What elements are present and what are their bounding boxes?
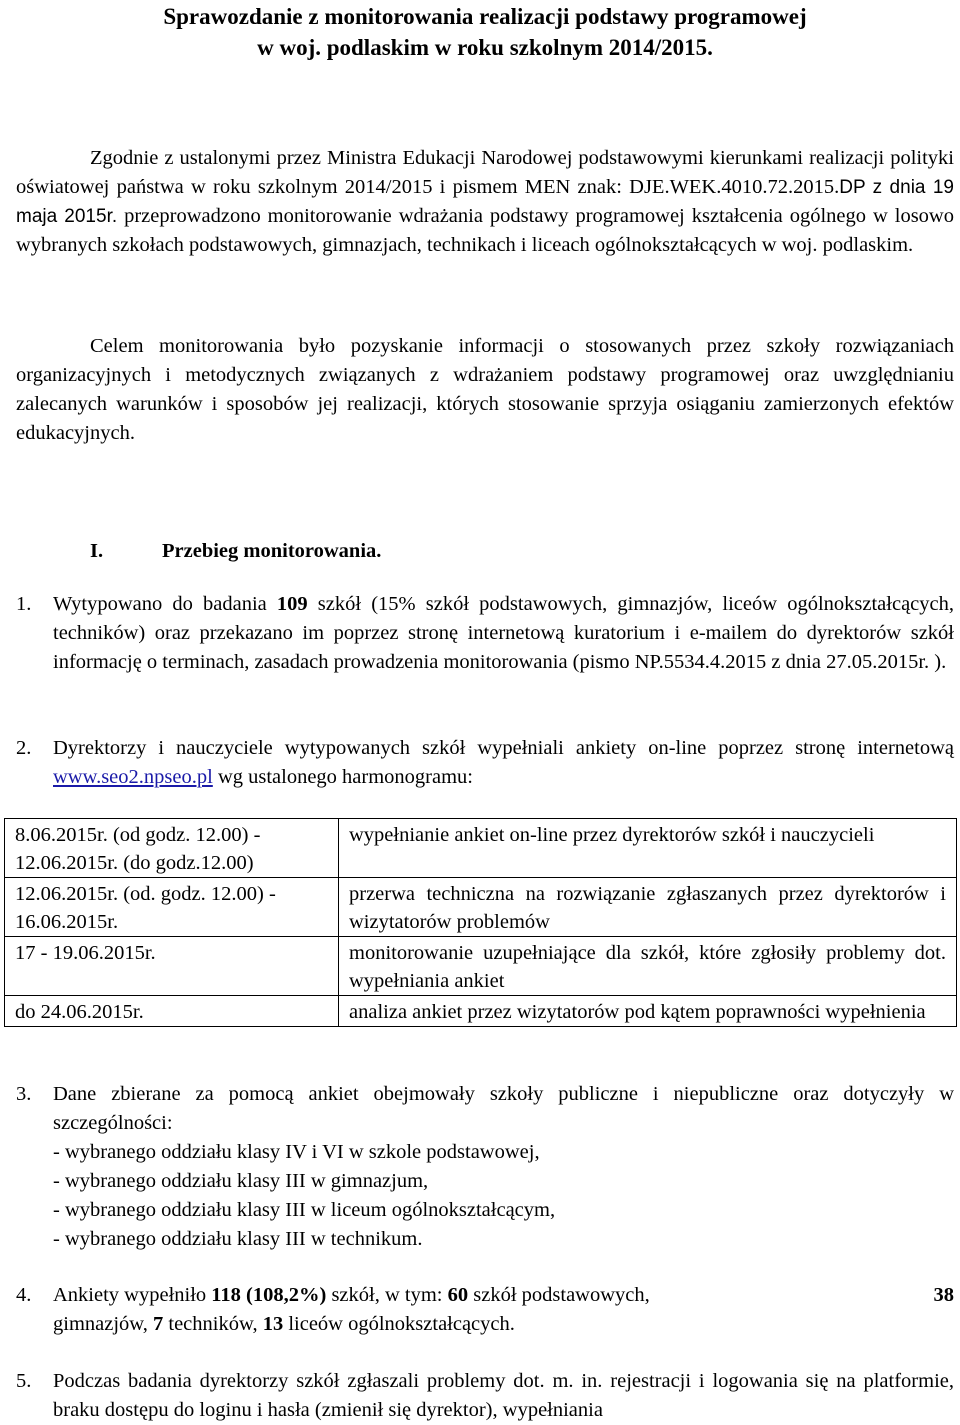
item-text xyxy=(53,590,954,677)
document-title xyxy=(16,0,954,63)
intro-text-b: przeprowadzono monitorowanie wdrażania podstawy programowej kształcenia ogólnego w losowo wybranych szkołach podstawowych, gimnazjach, technikach i liceach ogólnokształcących w woj. podlaskim. xyxy=(16,205,954,256)
item4-t2: szkół, w tym: xyxy=(326,1284,448,1306)
item-number: 4. xyxy=(16,1284,32,1306)
schedule-activity: wypełnianie ankiet on-line przez dyrektorów szkół i nauczycieli xyxy=(339,819,957,878)
item4-t3: szkół podstawowych, xyxy=(468,1284,650,1306)
item4-t6: liceów ogólnokształcących. xyxy=(283,1313,515,1335)
item1-text-a: Wytypowano do badania xyxy=(53,593,277,615)
item1-text-b: szkół (15% szkół podstawowych, gimnazjów, liceów ogólnokształcących, techników) oraz przekazano im poprzez stronę internetową kuratorium i e-mailem do dyrektorów szkół informację o terminach, zasadach prowadzenia monitorowania (pismo NP.5534.4.2015 z dnia 27.05.2015r. ). xyxy=(53,593,954,673)
schedule-date: do 24.06.2015r. xyxy=(5,996,339,1027)
title-line-2: w woj. podlaskim w roku szkolnym 2014/2015. xyxy=(257,35,713,60)
school-count: 109 xyxy=(276,593,308,615)
item4-t4: gimnazjów, xyxy=(53,1313,154,1335)
schedule-activity: analiza ankiet przez wizytatorów pod kątem poprawności wypełnienia xyxy=(339,996,957,1027)
list-item: - wybranego oddziału klasy III w technikum. xyxy=(53,1228,423,1250)
intro-paragraph-1 xyxy=(16,144,954,260)
item3-intro: Dane zbierane za pomocą ankiet obejmowały szkoły publiczne i niepubliczne oraz dotyczyły w szczególności: xyxy=(53,1083,954,1134)
schedule-date: 8.06.2015r. (od godz. 12.00) - 12.06.2015r. (do godz.12.00) xyxy=(5,819,339,878)
survey-platform-link[interactable]: www.seo2.npseo.pl xyxy=(53,766,213,788)
document-page xyxy=(15,0,954,1421)
table-row xyxy=(5,937,957,996)
item-number: 5. xyxy=(16,1370,32,1392)
schedule-date: 12.06.2015r. (od. godz. 12.00) - 16.06.2015r. xyxy=(5,878,339,937)
item-text xyxy=(53,734,954,792)
high-school-count: 13 xyxy=(262,1313,284,1335)
item-number: 3. xyxy=(16,1083,32,1105)
filled-survey-count: 118 (108,2%) xyxy=(211,1284,327,1306)
section-title: Przebieg monitorowania. xyxy=(162,540,382,562)
item4-t1: Ankiety wypełniło xyxy=(53,1284,212,1306)
item2-text-b: wg ustalonego harmonogramu: xyxy=(212,766,473,788)
title-line-1: Sprawozdanie z monitorowania realizacji podstawy programowej xyxy=(163,4,807,29)
item-number: 1. xyxy=(16,593,32,615)
intro-reference-code: DP z dnia 19 maja 2015r. xyxy=(16,177,954,227)
item-text: Podczas badania dyrektorzy szkół zgłaszali problemy dot. m. in. rejestracji i logowania się na platformie, braku dostępu do loginu i hasła (zmienił się dyrektor), wypełniania xyxy=(53,1370,954,1421)
table-row xyxy=(5,819,957,878)
item-text xyxy=(53,1281,954,1339)
list-item-3 xyxy=(16,1080,954,1254)
list-item-5 xyxy=(16,1367,954,1425)
schedule-date: 17 - 19.06.2015r. xyxy=(5,937,339,996)
lower-secondary-count: 38 xyxy=(933,1284,954,1306)
item-text xyxy=(53,1080,954,1254)
intro-paragraph-2: Celem monitorowania było pozyskanie informacji o stosowanych przez szkoły rozwiązaniach organizacyjnych i metodycznych związanych z wdrażaniem podstawy programowej oraz uwzględnianiu zalecanych warunków i sposobów jej realizacji, których stosowanie sprzyja osiąganiu zamierzonych efektów edukacyjnych. xyxy=(16,335,954,444)
table-row xyxy=(5,996,957,1027)
bullet-list xyxy=(53,1138,954,1254)
schedule-table-body xyxy=(5,819,957,1027)
list-item-2 xyxy=(16,734,954,792)
list-item: - wybranego oddziału klasy III w gimnazjum, xyxy=(53,1170,429,1192)
section-heading xyxy=(90,537,381,566)
list-item: - wybranego oddziału klasy IV i VI w szkole podstawowej, xyxy=(53,1141,540,1163)
primary-count: 60 xyxy=(447,1284,469,1306)
item-number: 2. xyxy=(16,737,32,759)
list-item-4 xyxy=(16,1281,954,1339)
schedule-activity: monitorowanie uzupełniające dla szkół, które zgłosiły problemy dot. wypełniania ankiet xyxy=(339,937,957,996)
intro-text-a: Zgodnie z ustalonymi przez Ministra Edukacji Narodowej podstawowymi kierunkami realizacji polityki oświatowej państwa w roku szkolnym 2014/2015 i pismem MEN znak: DJE.WEK.4010.72.2015. xyxy=(16,147,954,198)
section-number: I. xyxy=(90,540,104,562)
list-item: - wybranego oddziału klasy III w liceum ogólnokształcącym, xyxy=(53,1199,556,1221)
item4-t5: techników, xyxy=(163,1313,263,1335)
schedule-activity: przerwa techniczna na rozwiązanie zgłaszanych przez dyrektorów i wizytatorów problemów xyxy=(339,878,957,937)
item4-line-2 xyxy=(53,1310,954,1339)
item4-line-1 xyxy=(53,1281,954,1310)
item2-text-a: Dyrektorzy i nauczyciele wytypowanych szkół wypełniali ankiety on-line poprzez stronę internetową xyxy=(53,737,954,759)
schedule-table xyxy=(4,818,957,1027)
list-item-1 xyxy=(16,590,954,677)
technical-count: 7 xyxy=(153,1313,164,1335)
table-row xyxy=(5,878,957,937)
